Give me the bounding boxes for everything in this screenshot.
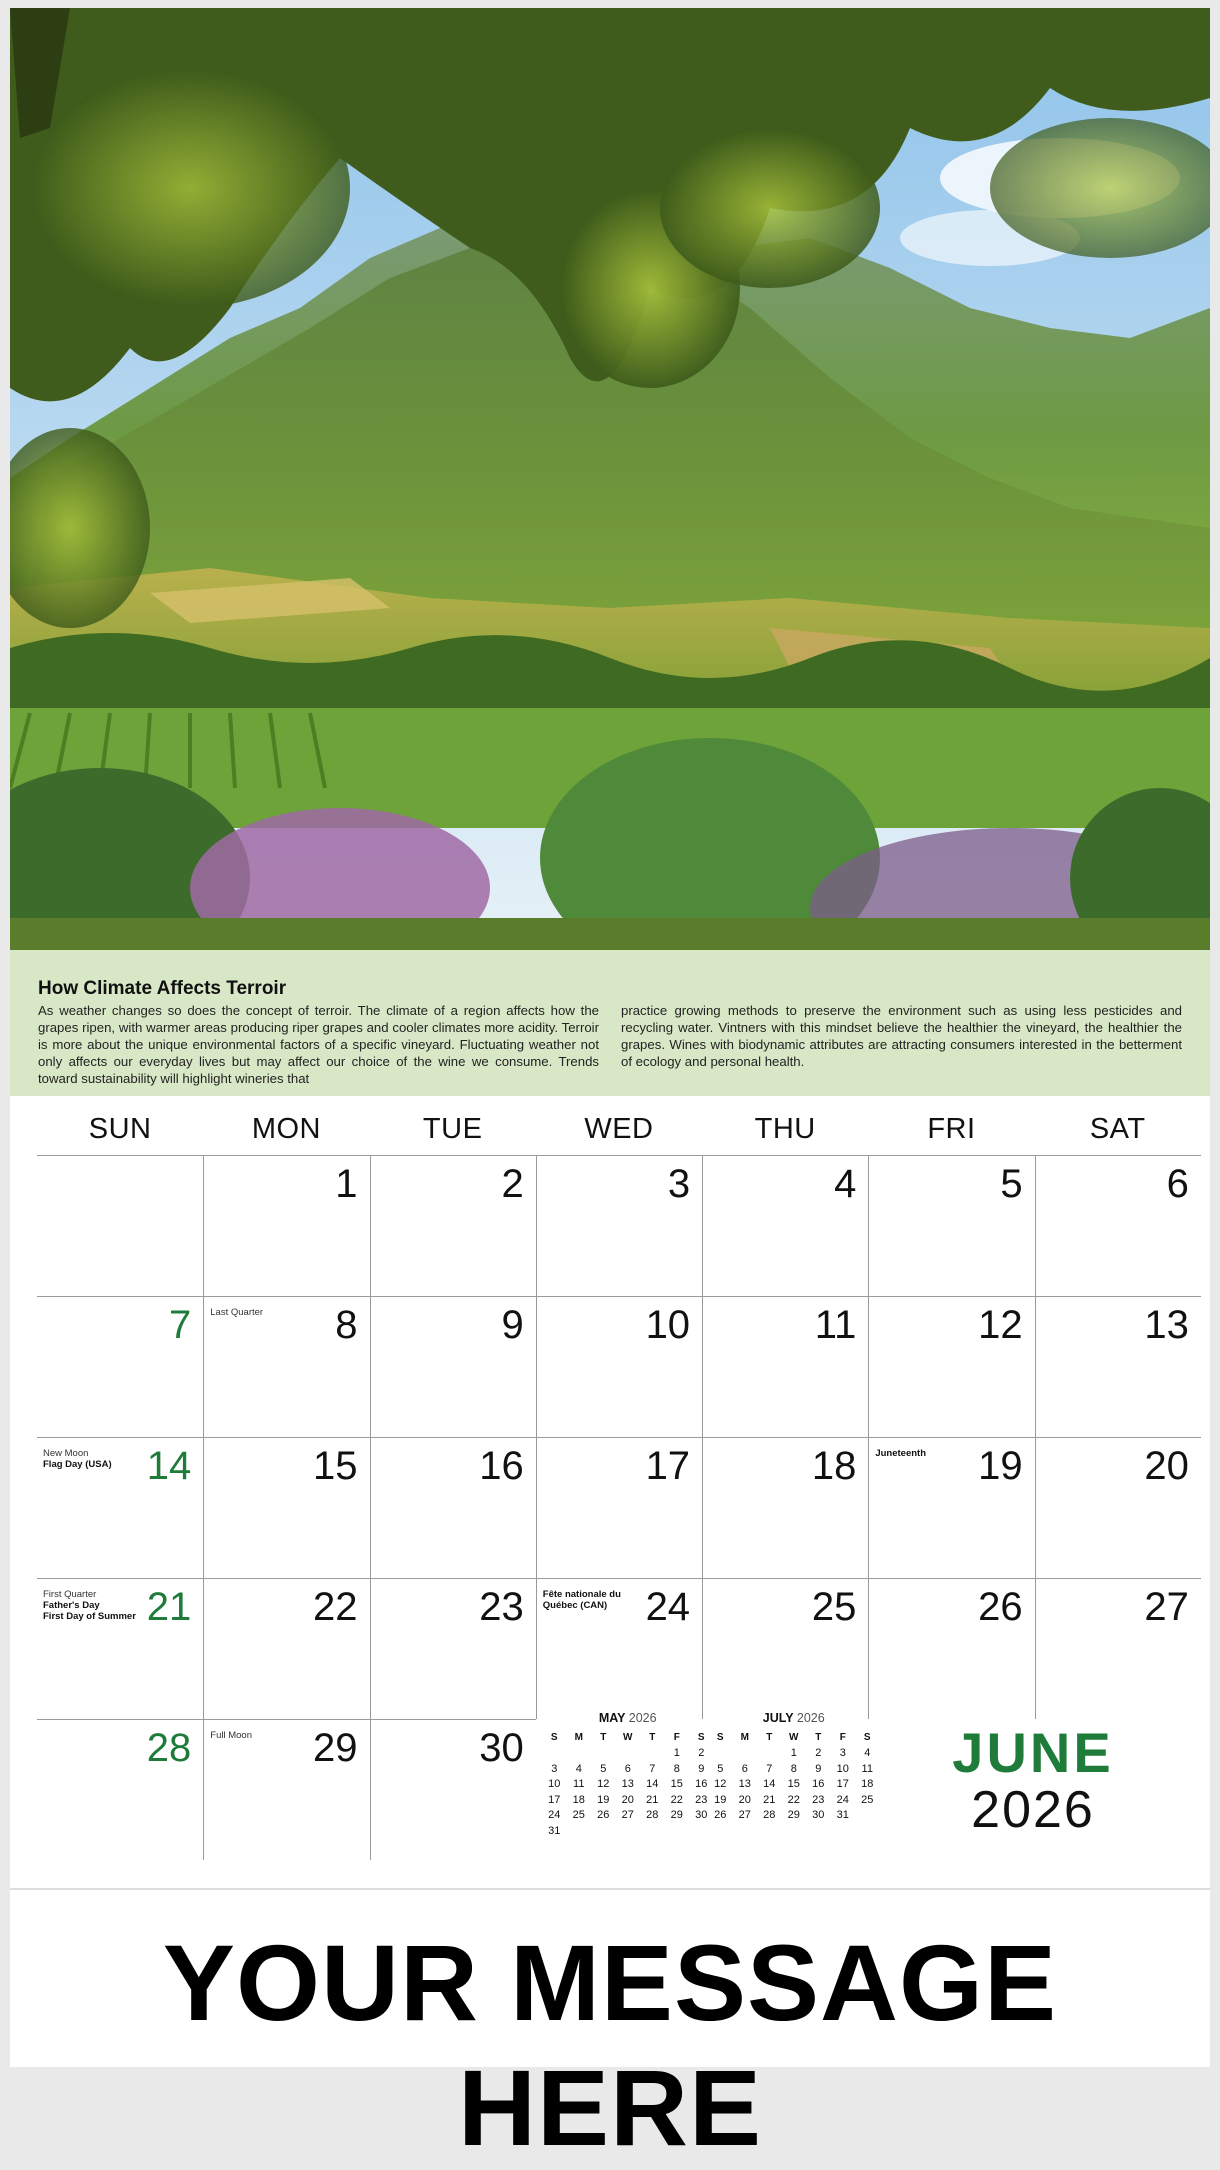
day-cell-13 [1035, 1296, 1201, 1437]
holiday-note: Father's Day [43, 1600, 100, 1611]
mini-day: 8 [673, 1762, 680, 1775]
mini-day: 6 [624, 1762, 631, 1775]
mini-day [665, 1823, 690, 1839]
weekday-tue: TUE [422, 1113, 483, 1145]
day-number: 12 [978, 1303, 1023, 1347]
holiday-note: Québec (CAN) [542, 1600, 608, 1611]
mini-day: 18 [572, 1793, 585, 1806]
day-number: 8 [335, 1303, 358, 1347]
mini-day: 8 [790, 1762, 797, 1775]
mini-day [689, 1823, 714, 1839]
week-row [37, 1578, 1201, 1719]
mini-weekday: T [600, 1732, 607, 1744]
calendar-page [10, 8, 1210, 2168]
day-cell-15 [203, 1437, 369, 1578]
description-column-2: practice growing methods to preserve the environment such as using less pesticides and recycling water. Vintners with this mindset believe the healthier the vineyard, the healthier the grapes. Wines with biodynamic attributes are attracting consumers interested in the betterment of ecology and personal health. [621, 1003, 1182, 1069]
mini-day: 25 [861, 1793, 874, 1806]
mini-weekday: S [550, 1732, 558, 1744]
day-cell-14 [37, 1437, 203, 1578]
mini-prev-table [542, 1730, 714, 1839]
day-number: 24 [645, 1585, 691, 1629]
mini-day: 9 [815, 1762, 822, 1775]
mini-day: 20 [621, 1793, 634, 1806]
mini-weekday: S [863, 1732, 871, 1744]
mini-day [591, 1746, 616, 1762]
mini-day: 20 [738, 1793, 751, 1806]
mini-day: 1 [673, 1747, 680, 1760]
day-notes [210, 1730, 252, 1741]
day-cell-3 [536, 1155, 702, 1296]
day-cell-27 [1035, 1578, 1201, 1719]
mini-day: 31 [548, 1824, 561, 1837]
day-number: 21 [146, 1585, 192, 1629]
day-cell-1 [203, 1155, 369, 1296]
day-number: 30 [479, 1726, 524, 1770]
mini-weekday: T [649, 1732, 656, 1744]
day-cell-21 [37, 1578, 203, 1719]
day-number: 22 [313, 1585, 358, 1629]
day-cell-16 [370, 1437, 536, 1578]
mini-day: 27 [738, 1809, 751, 1822]
mini-next-title [708, 1711, 880, 1725]
mini-day: 16 [812, 1778, 825, 1791]
weekday-fri: FRI [927, 1113, 976, 1145]
day-cell-22 [203, 1578, 369, 1719]
mini-day: 25 [572, 1809, 585, 1822]
mini-day: 22 [670, 1793, 683, 1806]
mini-day: 10 [836, 1762, 849, 1775]
week-row [37, 1155, 1201, 1296]
mini-weekday: S [697, 1732, 705, 1744]
mini-day: 5 [717, 1762, 724, 1775]
mini-weekday: S [716, 1732, 724, 1744]
day-cell-2 [370, 1155, 536, 1296]
mini-weekday: M [740, 1732, 749, 1744]
mini-next-month: JULY [762, 1711, 794, 1725]
landscape-photo [10, 8, 1210, 950]
mini-day: 17 [548, 1793, 561, 1806]
mini-next-year: 2026 [796, 1711, 825, 1725]
mini-day: 21 [763, 1793, 776, 1806]
day-number: 10 [645, 1303, 691, 1347]
day-cell-10 [536, 1296, 702, 1437]
weekday-header [37, 1103, 1201, 1155]
mini-calendar-prev [542, 1711, 714, 1839]
month-name: JUNE [952, 1721, 1114, 1784]
mini-day: 22 [787, 1793, 800, 1806]
mini-day: 12 [714, 1778, 727, 1791]
day-cell-5 [868, 1155, 1034, 1296]
mini-day: 18 [861, 1778, 874, 1791]
mini-day [542, 1746, 567, 1762]
mini-day: 29 [670, 1809, 683, 1822]
day-cell-29 [203, 1719, 369, 1860]
day-number: 2 [501, 1162, 524, 1206]
day-cell-9 [370, 1296, 536, 1437]
moon-phase-note: New Moon [43, 1448, 89, 1459]
day-notes [43, 1589, 136, 1622]
mini-day [616, 1823, 641, 1839]
weekday-sun: SUN [88, 1113, 152, 1145]
day-cell-6 [1035, 1155, 1201, 1296]
mini-day: 21 [646, 1793, 659, 1806]
mini-day: 13 [621, 1778, 634, 1791]
mini-day: 6 [741, 1762, 748, 1775]
mini-day: 30 [695, 1809, 708, 1822]
mini-day: 12 [597, 1778, 610, 1791]
mini-day: 19 [597, 1793, 610, 1806]
day-number: 27 [1144, 1585, 1189, 1629]
day-number: 18 [811, 1444, 857, 1488]
mini-day: 2 [815, 1747, 822, 1760]
mini-day: 1 [790, 1747, 797, 1760]
mini-day: 26 [714, 1809, 727, 1822]
mini-day: 15 [787, 1778, 800, 1791]
holiday-note: Fête nationale du [542, 1589, 621, 1600]
mini-prev-year: 2026 [628, 1711, 657, 1725]
mini-day: 24 [836, 1793, 849, 1806]
week-row [37, 1296, 1201, 1437]
mini-weekday: T [815, 1732, 822, 1744]
mini-day: 23 [695, 1793, 708, 1806]
day-number: 26 [978, 1585, 1023, 1629]
day-number: 23 [479, 1585, 524, 1629]
day-cell-7 [37, 1296, 203, 1437]
moon-phase-note: Last Quarter [210, 1307, 264, 1318]
mini-day: 14 [763, 1778, 776, 1791]
day-cell-24 [536, 1578, 702, 1719]
mini-day: 15 [670, 1778, 683, 1791]
mini-day [591, 1823, 616, 1839]
day-number: 6 [1166, 1162, 1189, 1206]
day-cell-26 [868, 1578, 1034, 1719]
day-number: 1 [335, 1162, 358, 1206]
holiday-note: Juneteenth [875, 1448, 927, 1459]
description-title: How Climate Affects Terroir [38, 978, 287, 999]
day-number: 25 [811, 1585, 857, 1629]
mini-day: 13 [738, 1778, 751, 1791]
mini-day: 23 [812, 1793, 825, 1806]
day-cell-11 [702, 1296, 868, 1437]
mini-weekday: M [574, 1732, 583, 1744]
mini-weekday: W [623, 1732, 633, 1744]
month-year: 2026 [971, 1781, 1095, 1839]
mini-prev-title [542, 1711, 714, 1725]
weekday-thu: THU [754, 1113, 816, 1145]
day-number: 17 [645, 1444, 691, 1488]
mini-day: 31 [836, 1809, 849, 1822]
mini-day: 5 [600, 1762, 607, 1775]
mini-weekday: F [839, 1732, 846, 1744]
day-cell-23 [370, 1578, 536, 1719]
holiday-note: First Day of Summer [43, 1611, 136, 1622]
mini-day [757, 1746, 782, 1762]
mini-day: 10 [548, 1778, 561, 1791]
moon-phase-note: First Quarter [43, 1589, 97, 1600]
empty-cell [37, 1155, 203, 1296]
day-number: 4 [834, 1162, 857, 1206]
mini-day: 28 [646, 1809, 659, 1822]
day-cell-12 [868, 1296, 1034, 1437]
mini-day: 27 [621, 1809, 634, 1822]
mini-day: 14 [646, 1778, 659, 1791]
mini-day: 24 [548, 1809, 561, 1822]
mini-day [567, 1823, 592, 1839]
day-number: 20 [1144, 1444, 1189, 1488]
day-cell-19 [868, 1437, 1034, 1578]
mini-day [640, 1746, 665, 1762]
mini-prev-month: MAY [598, 1711, 626, 1725]
mini-day: 11 [573, 1778, 585, 1791]
day-number: 3 [667, 1162, 691, 1206]
day-cell-8 [203, 1296, 369, 1437]
mini-day: 11 [861, 1762, 873, 1775]
mini-day: 3 [551, 1762, 558, 1775]
day-number: 16 [479, 1444, 524, 1488]
day-number: 28 [146, 1726, 192, 1770]
custom-message: YOUR MESSAGE HERE [162, 1922, 1058, 2168]
day-notes [43, 1448, 112, 1470]
day-number: 29 [313, 1726, 358, 1770]
mini-day: 16 [695, 1778, 708, 1791]
moon-phase-note: Full Moon [210, 1730, 252, 1741]
day-number: 15 [313, 1444, 358, 1488]
mini-day: 4 [864, 1747, 871, 1760]
day-notes [543, 1589, 621, 1611]
mini-day [640, 1823, 665, 1839]
day-number: 13 [1144, 1303, 1189, 1347]
day-number: 5 [1000, 1162, 1023, 1206]
mini-weekday: F [673, 1732, 680, 1744]
day-cell-18 [702, 1437, 868, 1578]
mini-day [616, 1746, 641, 1762]
mini-next-table [708, 1730, 880, 1823]
mini-day: 3 [839, 1747, 846, 1760]
mini-day [567, 1746, 592, 1762]
mini-day: 17 [836, 1778, 849, 1791]
day-cell-17 [536, 1437, 702, 1578]
mini-day: 19 [714, 1793, 727, 1806]
weekday-sat: SAT [1089, 1113, 1146, 1145]
mini-day: 7 [649, 1762, 656, 1775]
weekday-mon: MON [251, 1113, 321, 1145]
mini-day: 9 [698, 1762, 705, 1775]
day-cell-20 [1035, 1437, 1201, 1578]
mini-day [733, 1746, 758, 1762]
weekday-wed: WED [584, 1113, 654, 1145]
day-number: 9 [501, 1303, 524, 1347]
mini-weekday: W [789, 1732, 799, 1744]
day-cell-25 [702, 1578, 868, 1719]
mini-day: 4 [575, 1762, 582, 1775]
day-number: 11 [814, 1303, 857, 1347]
mini-day [708, 1746, 733, 1762]
mini-day: 28 [763, 1809, 776, 1822]
mini-calendar-next [708, 1711, 880, 1823]
day-number: 7 [169, 1303, 192, 1347]
day-cell-4 [702, 1155, 868, 1296]
day-notes [210, 1307, 263, 1318]
mini-day: 29 [787, 1809, 800, 1822]
mini-day: 26 [597, 1809, 610, 1822]
week-row [37, 1437, 1201, 1578]
day-notes [875, 1448, 926, 1459]
mini-day: 7 [766, 1762, 773, 1775]
mini-day: 30 [812, 1809, 825, 1822]
mini-weekday: T [766, 1732, 773, 1744]
mini-day: 2 [698, 1747, 705, 1760]
day-number: 19 [978, 1444, 1023, 1488]
day-cell-28 [37, 1719, 203, 1860]
holiday-note: Flag Day (USA) [43, 1459, 112, 1470]
day-cell-30 [370, 1719, 536, 1860]
day-number: 14 [146, 1444, 192, 1488]
description-column-1: As weather changes so does the concept of terroir. The climate of a region affects how the grapes ripen, with warmer areas producing riper grapes and cooler climates more acidity. Terroir is more about the unique environmental factors of a specific vineyard. Fluctuating weather not only affects our everyday lives but may affect our choice of the wine we consume. Trends toward sustainability will highlight wineries that [38, 1003, 599, 1086]
description-band [10, 950, 1210, 1096]
